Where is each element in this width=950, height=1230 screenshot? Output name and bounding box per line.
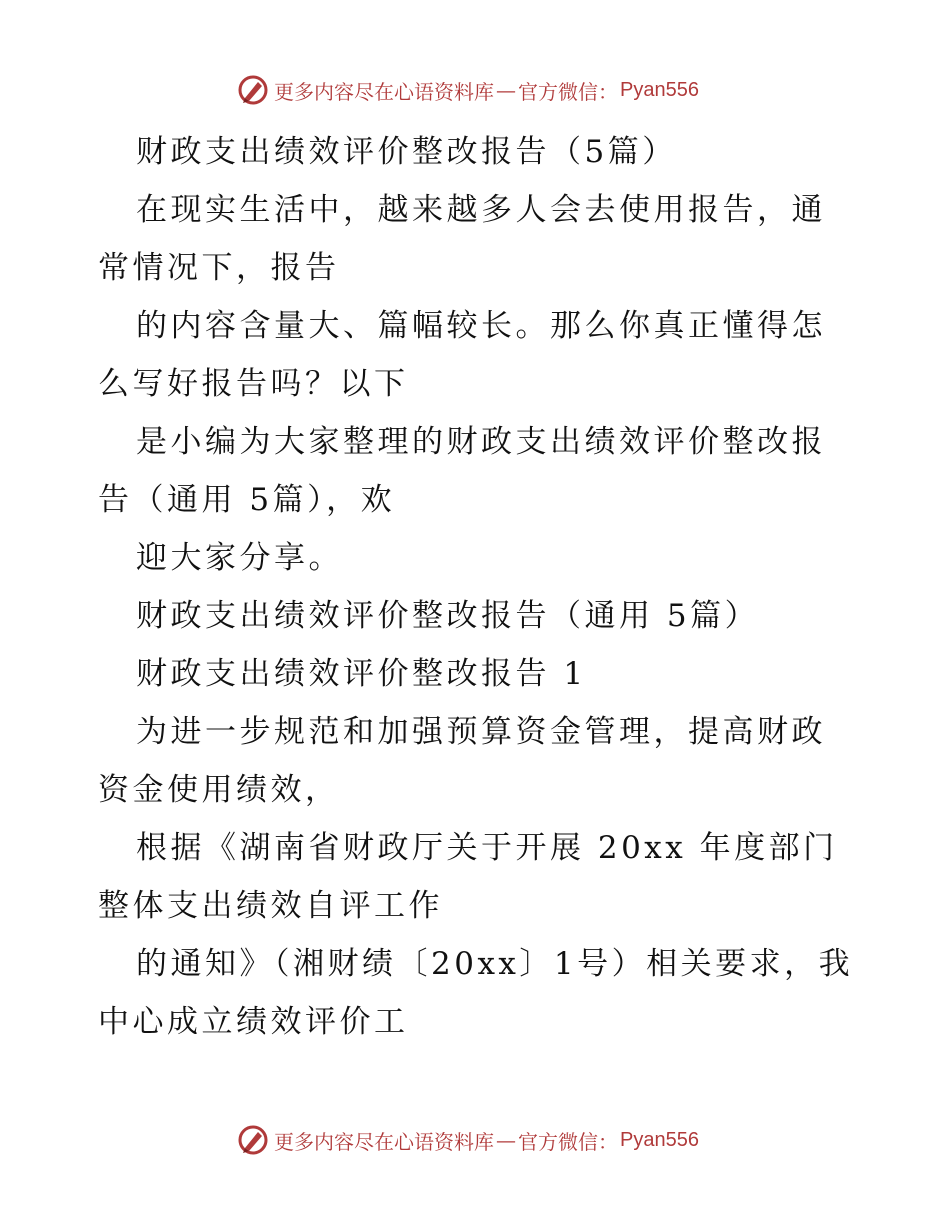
- document-title: 财政支出绩效评价整改报告（5篇）: [136, 134, 677, 170]
- footer-watermark-wechat-id: Pyan556: [620, 1128, 699, 1151]
- paragraph: 是小编为大家整理的财政支出绩效评价整改报告（通用 5篇），欢: [98, 424, 826, 518]
- header-watermark: [236, 72, 716, 108]
- header-watermark-dash: —: [496, 78, 516, 102]
- header-watermark-text: 更多内容尽在心语资料库: [274, 79, 494, 104]
- section-heading: 财政支出绩效评价整改报告（通用 5篇）: [136, 598, 760, 634]
- paragraph: 的通知》（湘财绩〔20xx〕1号）相关要求，我中心成立绩效评价工: [98, 946, 854, 1040]
- subsection-heading: 财政支出绩效评价整改报告 1: [136, 656, 587, 692]
- paragraph: 根据《湖南省财政厅关于开展 20xx 年度部门整体支出绩效自评工作: [98, 830, 838, 924]
- paragraph: 迎大家分享。: [136, 540, 343, 576]
- footer-watermark-text: 更多内容尽在心语资料库: [274, 1129, 494, 1154]
- footer-watermark-wechat-label: 官方微信：: [518, 1129, 618, 1154]
- paragraph: 的内容含量大、篇幅较长。那么你真正懂得怎么写好报告吗？以下: [98, 308, 826, 402]
- paragraph: 在现实生活中，越来越多人会去使用报告，通常情况下，报告: [98, 192, 826, 286]
- paragraph: 为进一步规范和加强预算资金管理，提高财政资金使用绩效，: [98, 714, 826, 808]
- pen-logo-icon: [236, 73, 270, 107]
- footer-watermark: [236, 1122, 716, 1158]
- pen-logo-icon: [236, 1123, 270, 1157]
- header-watermark-wechat-label: 官方微信：: [518, 79, 618, 104]
- document-body: [98, 123, 858, 1051]
- header-watermark-wechat-id: Pyan556: [620, 78, 699, 101]
- footer-watermark-dash: —: [496, 1128, 516, 1152]
